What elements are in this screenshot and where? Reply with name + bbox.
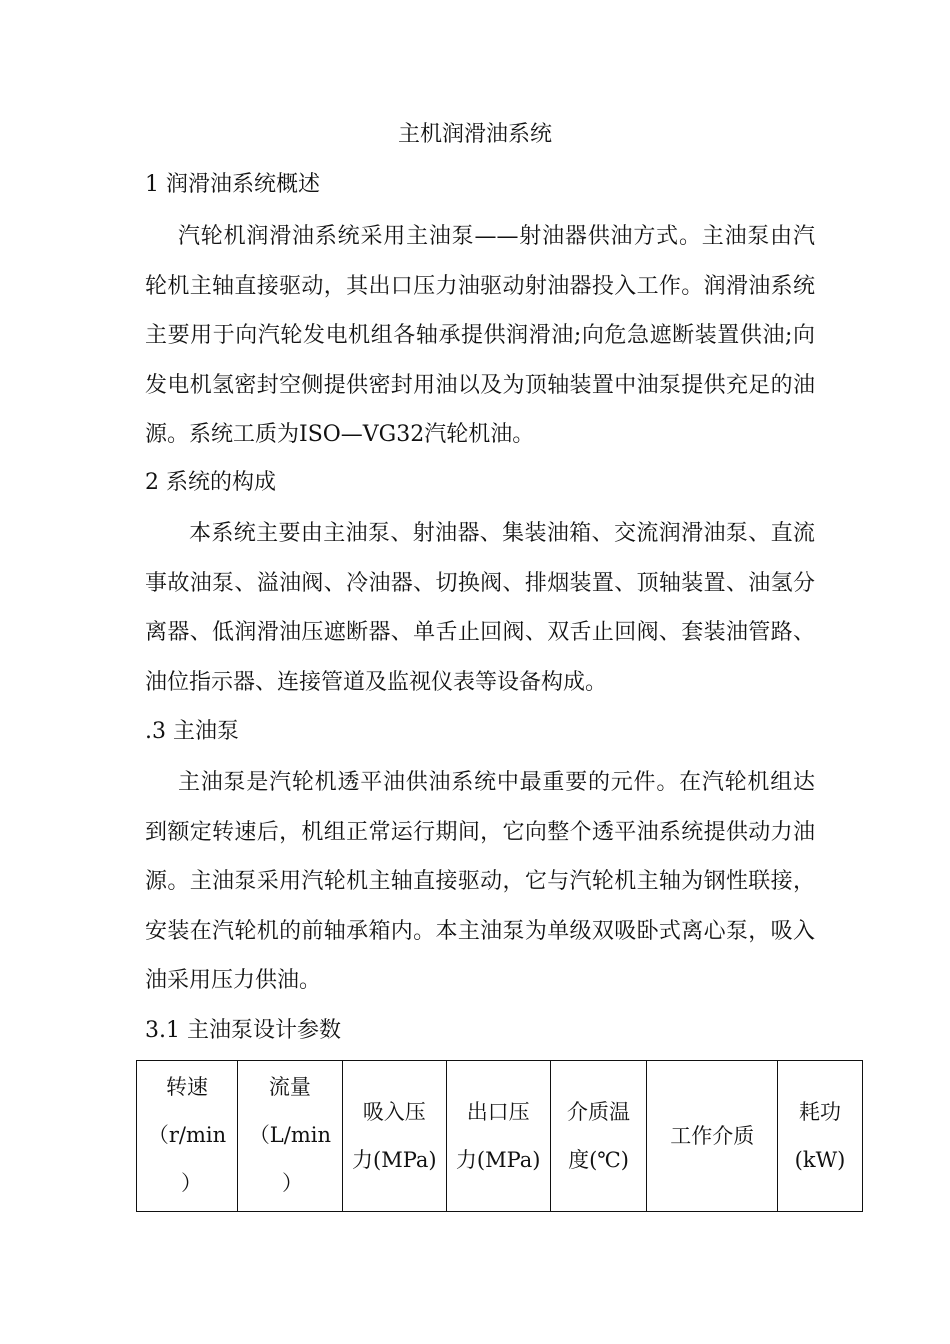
section-paragraph-2 [145, 509, 815, 707]
table-header-cell: 耗功 (kW) [778, 1061, 863, 1212]
paragraph-text: 主油泵是汽轮机透平油供油系统中最重要的元件。在汽轮机组达到额定转速后，机组正常运行期间，它向整个透平油系统提供动力油源。主油泵采用汽轮机主轴直接驱动，它与汽轮机主轴为钢性联接，安装在汽轮机的前轴承箱内。本主油泵为单级双吸卧式离心泵，吸入油采用压力供油。 [145, 770, 815, 993]
table-header-cell: 转速 （r/min ） [137, 1061, 238, 1212]
table-header-cell: 出口压 力(MPa) [446, 1061, 550, 1212]
paragraph-text: 本系统主要由主油泵、射油器、集装油箱、交流润滑油泵、直流事故油泵、溢油阀、冷油器、切换阀、排烟装置、顶轴装置、油氢分离器、低润滑油压遮断器、单舌止回阀、双舌止回阀、套装油管路、油位指示器、连接管道及监视仪表等设备构成。 [145, 521, 815, 695]
section-heading-3-1: 3.1 主油泵设计参数 [145, 1018, 341, 1043]
section-heading-1: 1 润滑油系统概述 [145, 172, 320, 197]
pump-parameter-table [136, 1060, 863, 1212]
table-header-cell: 工作介质 [647, 1061, 778, 1212]
table-header-cell: 吸入压 力(MPa) [342, 1061, 446, 1212]
section-paragraph-1 [145, 212, 815, 460]
section-paragraph-3 [145, 758, 815, 1006]
table-header-row [137, 1061, 863, 1212]
document-title: 主机润滑油系统 [397, 122, 552, 147]
table-header-cell: 流量 （L/min ） [237, 1061, 342, 1212]
table-header-cell: 介质温 度(℃) [550, 1061, 647, 1212]
paragraph-text: 汽轮机润滑油系统采用主油泵——射油器供油方式。主油泵由汽轮机主轴直接驱动，其出口压力油驱动射油器投入工作。润滑油系统主要用于向汽轮发电机组各轴承提供润滑油;向危急遮断装置供油;向发电机氢密封空侧提供密封用油以及为顶轴装置中油泵提供充足的油源。系统工质为ISO—VG32汽轮机油。 [145, 224, 815, 447]
section-heading-3: .3 主油泵 [145, 719, 239, 744]
section-heading-2: 2 系统的构成 [145, 470, 276, 495]
